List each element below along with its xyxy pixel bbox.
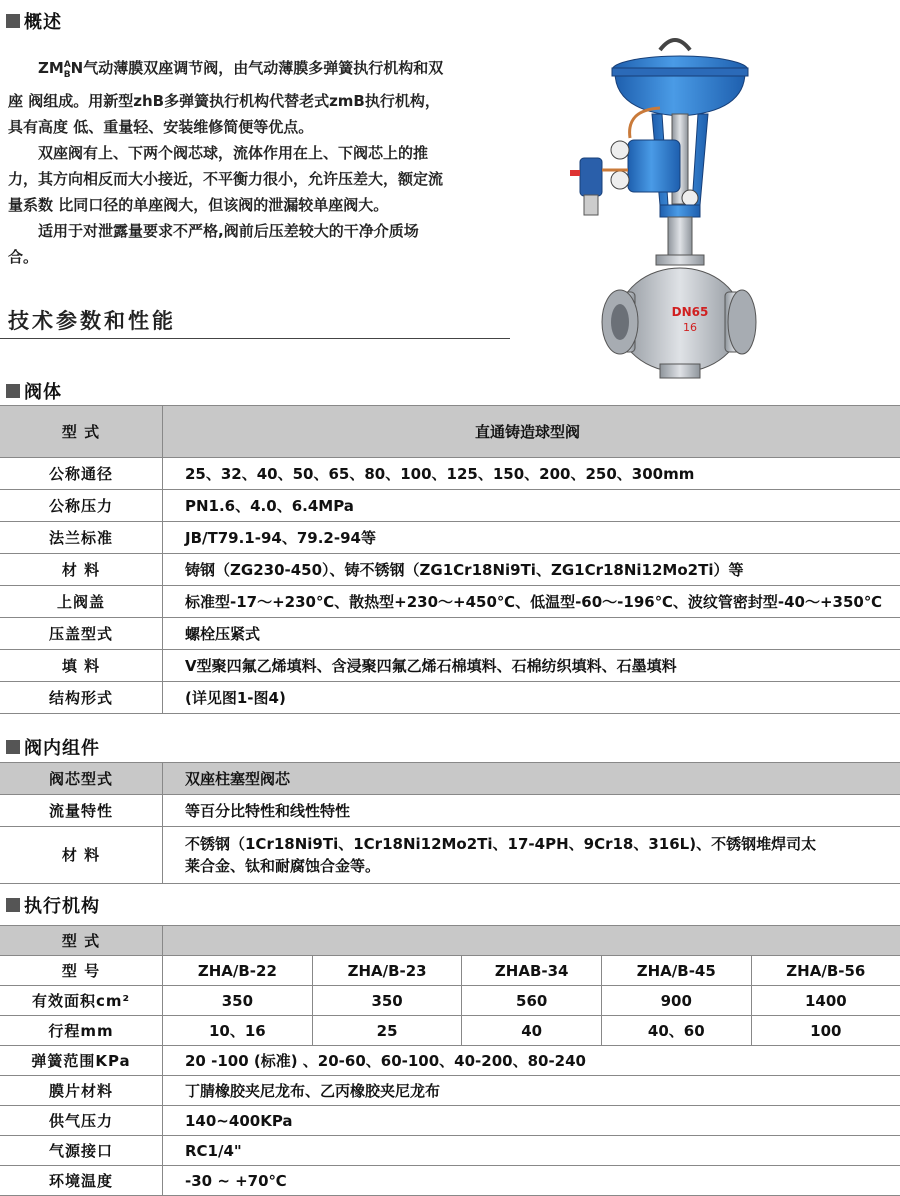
square-bullet-icon [6, 14, 20, 28]
actuator-section-heading: 执行机构 [6, 892, 100, 918]
table-value-cell [163, 926, 900, 956]
table-row: 结构形式 (详见图1-图4) [0, 682, 900, 714]
tech-params-title: 技术参数和性能 [8, 305, 176, 335]
table-key-cell: 阀芯型式 [0, 763, 163, 795]
table-row: 材 料 不锈钢（1Cr18Ni9Ti、1Cr18Ni12Mo2Ti、17-4PH、9Cr18、316L)、不锈钢堆焊司太莱合金、钛和耐腐蚀合金等。 [0, 827, 900, 884]
trim-spec-table [0, 762, 900, 884]
table-row: 法兰标准 JB/T79.1-94、79.2-94等 [0, 522, 900, 554]
valve-pn-label: 16 [683, 321, 697, 334]
table-row: 公称压力 PN1.6、4.0、6.4MPa [0, 490, 900, 522]
table-header-row [0, 406, 900, 458]
square-bullet-icon [6, 898, 20, 912]
table-row: 行程mm 10、16 25 40 40、60 100 [0, 1016, 900, 1046]
overview-paragraph-3: 适用于对泄露量要求不严格,阀前后压差较大的干净介质场合。 [8, 218, 448, 270]
table-value-cell: 双座柱塞型阀芯 [163, 763, 900, 795]
table-row: 弹簧范围KPa 20 -100 (标准) 、20-60、60-100、40-200、80-240 [0, 1046, 900, 1076]
table-row: 供气压力 140~400KPa [0, 1106, 900, 1136]
valve-image [560, 30, 790, 395]
table-row: 有效面积cm² 350 350 560 900 1400 [0, 986, 900, 1016]
table-row: 型 号 ZHA/B-22 ZHA/B-23 ZHAB-34 ZHA/B-45 ZHA/B-56 [0, 956, 900, 986]
table-row: 上阀盖 标准型-17～+230℃、散热型+230～+450℃、低温型-60～-196℃、波纹管密封型-40～+350℃ [0, 586, 900, 618]
overview-text [8, 52, 448, 270]
table-key-cell: 型 式 [0, 406, 163, 458]
square-bullet-icon [6, 740, 20, 754]
table-header-row [0, 763, 900, 795]
table-value-cell: 直通铸造球型阀 [163, 406, 900, 458]
table-row: 填 料 V型聚四氟乙烯填料、含浸聚四氟乙烯石棉填料、石棉纺织填料、石墨填料 [0, 650, 900, 682]
table-row: 材 料 铸钢（ZG230-450）、铸不锈钢（ZG1Cr18Ni9Ti、ZG1Cr18Ni12Mo2Ti）等 [0, 554, 900, 586]
table-row: 公称通径 25、32、40、50、65、80、100、125、150、200、250、300mm [0, 458, 900, 490]
table-row: 环境温度 -30 ~ +70℃ [0, 1166, 900, 1196]
overview-heading: 概述 [6, 8, 62, 34]
square-bullet-icon [6, 384, 20, 398]
trim-section-heading: 阀内组件 [6, 734, 100, 760]
table-row: 流量特性 等百分比特性和线性特性 [0, 795, 900, 827]
table-row: 压盖型式 螺栓压紧式 [0, 618, 900, 650]
body-section-heading: 阀体 [6, 378, 62, 404]
tech-title-underline [0, 338, 510, 339]
body-spec-table [0, 405, 900, 714]
overview-paragraph-2: 双座阀有上、下两个阀芯球，流体作用在上、下阀芯上的推力，其方向相反而大小接近，不平衡力很小，允许压差大，额定流量系数 比同口径的单座阀大，但该阀的泄漏较单座阀大。 [8, 140, 448, 218]
model-prefix: $ZM^A_B$ [38, 59, 71, 77]
actuator-spec-table [0, 925, 900, 1196]
table-row: 气源接口 RC1/4" [0, 1136, 900, 1166]
table-key-cell: 型 式 [0, 926, 163, 956]
overview-paragraph-1: $ZM^A_BN$气动薄膜双座调节阀，由气动薄膜多弹簧执行机构和双座 阀组成。用新型zhB多弹簧执行机构代替老式zmB执行机构，具有高度 低、重量轻、安装维修简便等优点。 [8, 52, 448, 140]
valve-dn-label: DN65 [672, 305, 709, 319]
table-header-row [0, 926, 900, 956]
table-row: 膜片材料 丁腈橡胶夹尼龙布、乙丙橡胶夹尼龙布 [0, 1076, 900, 1106]
